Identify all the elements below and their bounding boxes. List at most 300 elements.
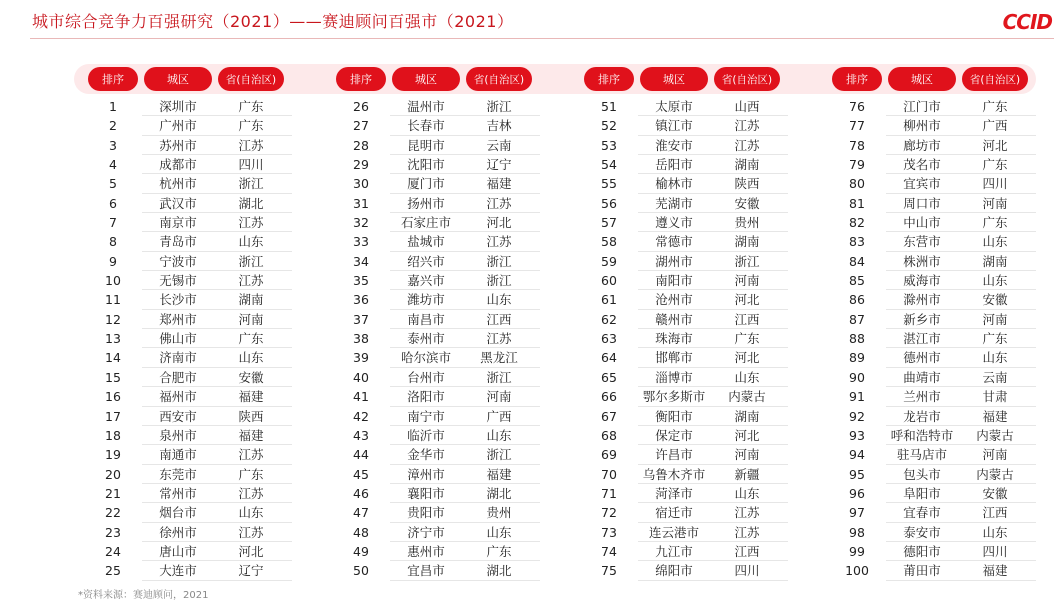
table-row: [818, 368, 1060, 387]
city-cell: 沈阳市: [407, 157, 445, 173]
province-cell: 河北: [734, 427, 760, 443]
rank-cell: 11: [105, 292, 121, 308]
city-cell: 佛山市: [159, 331, 197, 347]
table-row: [570, 97, 820, 116]
city-cell: 镇江市: [655, 118, 693, 134]
rank-cell: 48: [353, 524, 369, 540]
rank-cell: 25: [105, 563, 121, 579]
rank-cell: 70: [601, 466, 617, 482]
table-row: [570, 465, 820, 484]
city-cell: 常州市: [159, 485, 197, 501]
rank-cell: 58: [601, 234, 617, 250]
rank-cell: 17: [105, 408, 121, 424]
table-row: [818, 194, 1060, 213]
province-cell: 内蒙古: [976, 427, 1014, 443]
table-row: [322, 368, 572, 387]
province-cell: 山东: [734, 485, 760, 501]
table-row: [322, 194, 572, 213]
rank-cell: 8: [109, 234, 117, 250]
province-cell: 新疆: [734, 466, 760, 482]
rank-cell: 66: [601, 389, 617, 405]
city-cell: 德州市: [903, 350, 941, 366]
ranking-block-4: [818, 67, 1028, 579]
province-cell: 浙江: [238, 176, 264, 192]
table-row: [818, 97, 1060, 116]
city-cell: 许昌市: [655, 447, 693, 463]
province-cell: 四川: [734, 563, 760, 579]
rank-cell: 90: [849, 369, 865, 385]
province-cell: 浙江: [486, 99, 512, 114]
city-cell: 广州市: [159, 118, 197, 134]
province-cell: 广东: [486, 543, 512, 559]
table-row: [570, 368, 820, 387]
rank-cell: 68: [601, 427, 617, 443]
table-row: [74, 465, 324, 484]
column-header-row: [570, 67, 780, 91]
province-cell: 湖北: [486, 485, 512, 501]
rank-cell: 62: [601, 311, 617, 327]
city-cell: 宜昌市: [407, 563, 445, 579]
province-cell: 湖南: [238, 292, 264, 308]
table-row: [322, 523, 572, 542]
rank-cell: 40: [353, 369, 369, 385]
rank-cell: 43: [353, 427, 369, 443]
header-rank: 排序: [336, 67, 386, 91]
table-row: [74, 116, 324, 135]
province-cell: 安徽: [734, 195, 760, 211]
city-cell: 临沂市: [407, 427, 445, 443]
province-cell: 河北: [982, 137, 1008, 153]
rank-cell: 98: [849, 524, 865, 540]
table-row: [570, 271, 820, 290]
province-cell: 河北: [238, 543, 264, 559]
rank-cell: 52: [601, 118, 617, 134]
rank-cell: 26: [353, 99, 369, 114]
province-cell: 陕西: [238, 408, 264, 424]
province-cell: 浙江: [238, 253, 264, 269]
city-cell: 无锡市: [159, 273, 197, 289]
table-row: [818, 252, 1060, 271]
rows: [570, 97, 820, 581]
city-cell: 济南市: [159, 350, 197, 366]
rank-cell: 38: [353, 331, 369, 347]
rank-cell: 96: [849, 485, 865, 501]
city-cell: 廊坊市: [903, 137, 941, 153]
table-row: [322, 310, 572, 329]
table-row: [818, 503, 1060, 522]
rank-cell: 50: [353, 563, 369, 579]
province-cell: 河南: [486, 389, 512, 405]
rank-cell: 82: [849, 215, 865, 231]
header-city: 城区: [144, 67, 212, 91]
province-cell: 山东: [982, 273, 1008, 289]
ranking-block-2: [322, 67, 532, 579]
province-cell: 江苏: [486, 195, 512, 211]
rank-cell: 15: [105, 369, 121, 385]
province-cell: 河南: [982, 311, 1008, 327]
province-cell: 山东: [486, 524, 512, 540]
city-cell: 盐城市: [407, 234, 445, 250]
rank-cell: 59: [601, 253, 617, 269]
table-row: [322, 252, 572, 271]
province-cell: 福建: [486, 176, 512, 192]
province-cell: 江苏: [734, 118, 760, 134]
city-cell: 长春市: [407, 118, 445, 134]
province-cell: 江苏: [238, 215, 264, 231]
table-row: [322, 348, 572, 367]
province-cell: 广东: [734, 331, 760, 347]
table-row: [74, 368, 324, 387]
province-cell: 江苏: [238, 137, 264, 153]
city-cell: 郑州市: [159, 311, 197, 327]
city-cell: 宜宾市: [903, 176, 941, 192]
province-cell: 江西: [734, 543, 760, 559]
city-cell: 淄博市: [655, 369, 693, 385]
table-row: [74, 252, 324, 271]
city-cell: 常德市: [655, 234, 693, 250]
province-cell: 河南: [734, 273, 760, 289]
province-cell: 广西: [486, 408, 512, 424]
province-cell: 湖南: [734, 157, 760, 173]
table-row: [818, 561, 1060, 580]
rank-cell: 83: [849, 234, 865, 250]
rank-cell: 63: [601, 331, 617, 347]
province-cell: 广东: [238, 99, 264, 114]
city-cell: 贵阳市: [407, 505, 445, 521]
province-cell: 甘肃: [982, 389, 1008, 405]
table-row: [322, 232, 572, 251]
rank-cell: 46: [353, 485, 369, 501]
header-rank: 排序: [88, 67, 138, 91]
city-cell: 南阳市: [655, 273, 693, 289]
rank-cell: 89: [849, 350, 865, 366]
city-cell: 绍兴市: [407, 253, 445, 269]
city-cell: 邯郸市: [655, 350, 693, 366]
table-row: [570, 387, 820, 406]
table-row: [818, 542, 1060, 561]
rank-cell: 78: [849, 137, 865, 153]
province-cell: 河南: [734, 447, 760, 463]
table-row: [570, 290, 820, 309]
table-row: [322, 561, 572, 580]
table-row: [322, 290, 572, 309]
city-cell: 金华市: [407, 447, 445, 463]
table-row: [74, 271, 324, 290]
province-cell: 广东: [238, 331, 264, 347]
table-row: [818, 155, 1060, 174]
province-cell: 河北: [734, 292, 760, 308]
province-cell: 江西: [982, 505, 1008, 521]
rank-cell: 75: [601, 563, 617, 579]
province-cell: 辽宁: [238, 563, 264, 579]
table-row: [322, 484, 572, 503]
city-cell: 阜阳市: [903, 485, 941, 501]
table-row: [322, 445, 572, 464]
rank-cell: 95: [849, 466, 865, 482]
table-row: [818, 174, 1060, 193]
province-cell: 江苏: [238, 524, 264, 540]
city-cell: 菏泽市: [655, 485, 693, 501]
province-cell: 山东: [982, 234, 1008, 250]
rank-cell: 39: [353, 350, 369, 366]
table-row: [818, 348, 1060, 367]
province-cell: 山东: [982, 350, 1008, 366]
rank-cell: 100: [845, 563, 869, 579]
table-row: [322, 116, 572, 135]
table-row: [570, 445, 820, 464]
city-cell: 南昌市: [407, 311, 445, 327]
province-cell: 福建: [982, 563, 1008, 579]
city-cell: 茂名市: [903, 157, 941, 173]
table-row: [570, 310, 820, 329]
table-row: [570, 561, 820, 580]
city-cell: 沧州市: [655, 292, 693, 308]
province-cell: 安徽: [238, 369, 264, 385]
city-cell: 杭州市: [159, 176, 197, 192]
rank-cell: 92: [849, 408, 865, 424]
city-cell: 淮安市: [655, 137, 693, 153]
province-cell: 广西: [982, 118, 1008, 134]
province-cell: 福建: [486, 466, 512, 482]
province-cell: 江苏: [734, 137, 760, 153]
table-row: [818, 290, 1060, 309]
table-row: [570, 407, 820, 426]
rank-cell: 97: [849, 505, 865, 521]
table-row: [322, 542, 572, 561]
city-cell: 驻马店市: [896, 447, 947, 463]
table-row: [818, 387, 1060, 406]
province-cell: 云南: [982, 369, 1008, 385]
page-title: 城市综合竞争力百强研究（2021）——赛迪顾问百强市（2021）: [32, 12, 514, 31]
table-row: [322, 503, 572, 522]
table-row: [322, 136, 572, 155]
province-cell: 广东: [982, 331, 1008, 347]
province-cell: 河南: [238, 311, 264, 327]
rank-cell: 32: [353, 215, 369, 231]
rank-cell: 2: [109, 118, 117, 134]
table-row: [74, 290, 324, 309]
province-cell: 湖南: [734, 234, 760, 250]
province-cell: 湖北: [238, 195, 264, 211]
table-row: [818, 310, 1060, 329]
city-cell: 苏州市: [159, 137, 197, 153]
province-cell: 山东: [486, 292, 512, 308]
city-cell: 武汉市: [159, 195, 197, 211]
province-cell: 广东: [982, 99, 1008, 114]
province-cell: 江苏: [238, 273, 264, 289]
province-cell: 江苏: [734, 524, 760, 540]
province-cell: 广东: [982, 157, 1008, 173]
city-cell: 莆田市: [903, 563, 941, 579]
city-cell: 温州市: [407, 99, 445, 114]
province-cell: 河北: [734, 350, 760, 366]
province-cell: 山东: [982, 524, 1008, 540]
table-row: [818, 523, 1060, 542]
rank-cell: 34: [353, 253, 369, 269]
province-cell: 浙江: [734, 253, 760, 269]
title-divider: [30, 38, 1054, 39]
rank-cell: 42: [353, 408, 369, 424]
table-row: [570, 484, 820, 503]
rank-cell: 51: [601, 99, 617, 114]
city-cell: 德阳市: [903, 543, 941, 559]
city-cell: 唐山市: [159, 543, 197, 559]
table-row: [818, 329, 1060, 348]
rank-cell: 67: [601, 408, 617, 424]
header-city: 城区: [392, 67, 460, 91]
rank-cell: 91: [849, 389, 865, 405]
rank-cell: 27: [353, 118, 369, 134]
table-row: [818, 426, 1060, 445]
table-row: [74, 407, 324, 426]
province-cell: 山东: [238, 350, 264, 366]
city-cell: 长沙市: [159, 292, 197, 308]
rank-cell: 9: [109, 253, 117, 269]
rank-cell: 4: [109, 157, 117, 173]
rank-cell: 71: [601, 485, 617, 501]
table-row: [74, 155, 324, 174]
province-cell: 安徽: [982, 485, 1008, 501]
city-cell: 榆林市: [655, 176, 693, 192]
city-cell: 珠海市: [655, 331, 693, 347]
city-cell: 呼和浩特市: [890, 427, 954, 443]
city-cell: 鄂尔多斯市: [642, 389, 706, 405]
city-cell: 泰安市: [903, 524, 941, 540]
city-cell: 泰州市: [407, 331, 445, 347]
table-row: [74, 426, 324, 445]
rank-cell: 88: [849, 331, 865, 347]
column-header-row: [74, 67, 284, 91]
rank-cell: 29: [353, 157, 369, 173]
rank-cell: 72: [601, 505, 617, 521]
rank-cell: 69: [601, 447, 617, 463]
rank-cell: 19: [105, 447, 121, 463]
rank-cell: 10: [105, 273, 121, 289]
table-row: [74, 387, 324, 406]
table-row: [570, 503, 820, 522]
table-row: [322, 213, 572, 232]
province-cell: 内蒙古: [728, 389, 766, 405]
header-province: 省(自治区): [962, 67, 1028, 91]
province-cell: 山西: [734, 99, 760, 114]
rank-cell: 56: [601, 195, 617, 211]
city-cell: 江门市: [903, 99, 941, 114]
table-row: [322, 271, 572, 290]
province-cell: 黑龙江: [480, 350, 518, 366]
province-cell: 吉林: [486, 118, 512, 134]
province-cell: 广东: [982, 215, 1008, 231]
table-row: [74, 503, 324, 522]
rank-cell: 33: [353, 234, 369, 250]
rank-cell: 53: [601, 137, 617, 153]
rank-cell: 13: [105, 331, 121, 347]
rank-cell: 54: [601, 157, 617, 173]
rank-cell: 87: [849, 311, 865, 327]
city-cell: 徐州市: [159, 524, 197, 540]
rank-cell: 31: [353, 195, 369, 211]
city-cell: 柳州市: [903, 118, 941, 134]
table-row: [570, 155, 820, 174]
table-row: [570, 136, 820, 155]
table-row: [570, 194, 820, 213]
rank-cell: 93: [849, 427, 865, 443]
rank-cell: 79: [849, 157, 865, 173]
province-cell: 浙江: [486, 273, 512, 289]
table-row: [322, 407, 572, 426]
city-cell: 九江市: [655, 543, 693, 559]
city-cell: 滁州市: [903, 292, 941, 308]
city-cell: 宁波市: [159, 253, 197, 269]
rank-cell: 49: [353, 543, 369, 559]
city-cell: 台州市: [407, 369, 445, 385]
rows: [322, 97, 572, 581]
table-row: [74, 523, 324, 542]
table-row: [570, 174, 820, 193]
column-header-row: [818, 67, 1028, 91]
city-cell: 大连市: [159, 563, 197, 579]
rank-cell: 21: [105, 485, 121, 501]
city-cell: 周口市: [903, 195, 941, 211]
header-province: 省(自治区): [714, 67, 780, 91]
province-cell: 广东: [238, 118, 264, 134]
table-row: [570, 232, 820, 251]
city-cell: 芜湖市: [655, 195, 693, 211]
province-cell: 浙江: [486, 447, 512, 463]
city-cell: 厦门市: [407, 176, 445, 192]
table-row: [74, 561, 324, 580]
city-cell: 曲靖市: [903, 369, 941, 385]
table-row: [74, 310, 324, 329]
city-cell: 成都市: [159, 157, 197, 173]
city-cell: 哈尔滨市: [400, 350, 451, 366]
header-province: 省(自治区): [218, 67, 284, 91]
city-cell: 泉州市: [159, 427, 197, 443]
table-row: [74, 484, 324, 503]
table-row: [818, 232, 1060, 251]
province-cell: 安徽: [982, 292, 1008, 308]
rank-cell: 76: [849, 99, 865, 114]
province-cell: 贵州: [486, 505, 512, 521]
city-cell: 深圳市: [159, 99, 197, 114]
province-cell: 江西: [486, 311, 512, 327]
city-cell: 遵义市: [655, 215, 693, 231]
rank-cell: 73: [601, 524, 617, 540]
rank-cell: 41: [353, 389, 369, 405]
table-row: [322, 155, 572, 174]
city-cell: 赣州市: [655, 311, 693, 327]
city-cell: 宿迁市: [655, 505, 693, 521]
rank-cell: 80: [849, 176, 865, 192]
table-row: [322, 97, 572, 116]
rank-cell: 12: [105, 311, 121, 327]
rank-cell: 35: [353, 273, 369, 289]
city-cell: 岳阳市: [655, 157, 693, 173]
province-cell: 湖南: [982, 253, 1008, 269]
table-row: [74, 542, 324, 561]
header-rank: 排序: [584, 67, 634, 91]
rank-cell: 94: [849, 447, 865, 463]
city-cell: 漳州市: [407, 466, 445, 482]
rank-cell: 77: [849, 118, 865, 134]
city-cell: 石家庄市: [400, 215, 451, 231]
table-row: [818, 271, 1060, 290]
city-cell: 东莞市: [159, 466, 197, 482]
province-cell: 江苏: [238, 447, 264, 463]
rank-cell: 6: [109, 195, 117, 211]
table-row: [74, 445, 324, 464]
rank-cell: 60: [601, 273, 617, 289]
province-cell: 湖北: [486, 563, 512, 579]
